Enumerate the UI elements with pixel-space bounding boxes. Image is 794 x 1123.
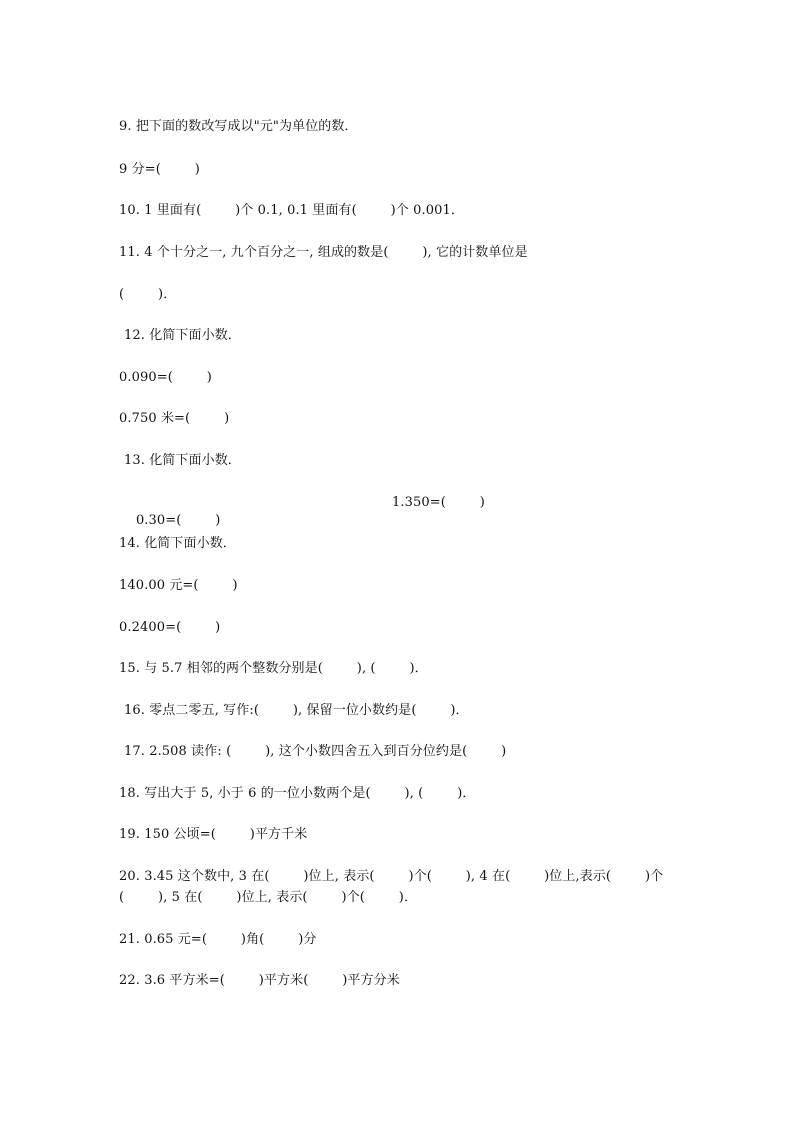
question-14-item-2: 0.2400=( ) — [119, 620, 221, 635]
question-11: 11. 4 个十分之一, 九个百分之一, 组成的数是( ), 它的计数单位是 — [119, 245, 528, 260]
question-14-item-1: 140.00 元=( ) — [119, 578, 238, 593]
question-12-item-2: 0.750 米=( ) — [119, 411, 230, 426]
question-15: 15. 与 5.7 相邻的两个整数分别是( ), ( )． — [119, 661, 428, 676]
question-19: 19. 150 公顷=( )平方千米 — [119, 827, 308, 842]
question-12-title: 12. 化简下面小数． — [124, 328, 241, 343]
question-18: 18. 写出大于 5, 小于 6 的一位小数两个是( ), ( )． — [119, 786, 476, 801]
question-10: 10. 1 里面有( )个 0.1, 0.1 里面有( )个 0.001． — [119, 203, 464, 218]
question-9-title: 9. 把下面的数改写成以"元"为单位的数． — [119, 119, 358, 134]
question-21: 21. 0.65 元=( )角( )分 — [119, 932, 317, 947]
question-16: 16. 零点二零五, 写作:( ), 保留一位小数约是( )． — [124, 703, 469, 718]
question-17: 17. 2.508 读作: ( ), 这个小数四舍五入到百分位约是( ) — [124, 744, 507, 759]
question-13-title: 13. 化简下面小数． — [124, 453, 241, 468]
question-13-item-1: 0.30=( ) — [135, 513, 221, 528]
question-22: 22. 3.6 平方米=( )平方米( )平方分米 — [119, 973, 400, 988]
question-11-continued: ( )． — [119, 287, 177, 302]
question-14-title: 14. 化简下面小数． — [119, 536, 236, 551]
question-13-items — [119, 494, 485, 566]
question-20: 20. 3.45 这个数中, 3 在( )位上, 表示( )个( ), 4 在( )位上,表示( )个 — [119, 869, 664, 884]
question-9-item: 9 分=( ) — [119, 162, 200, 177]
question-20-continued: ( ), 5 在( )位上, 表示( )个( )． — [119, 890, 418, 905]
question-13-item-2: 1.350=( ) — [392, 495, 485, 510]
question-12-item-1: 0.090=( ) — [119, 370, 212, 385]
